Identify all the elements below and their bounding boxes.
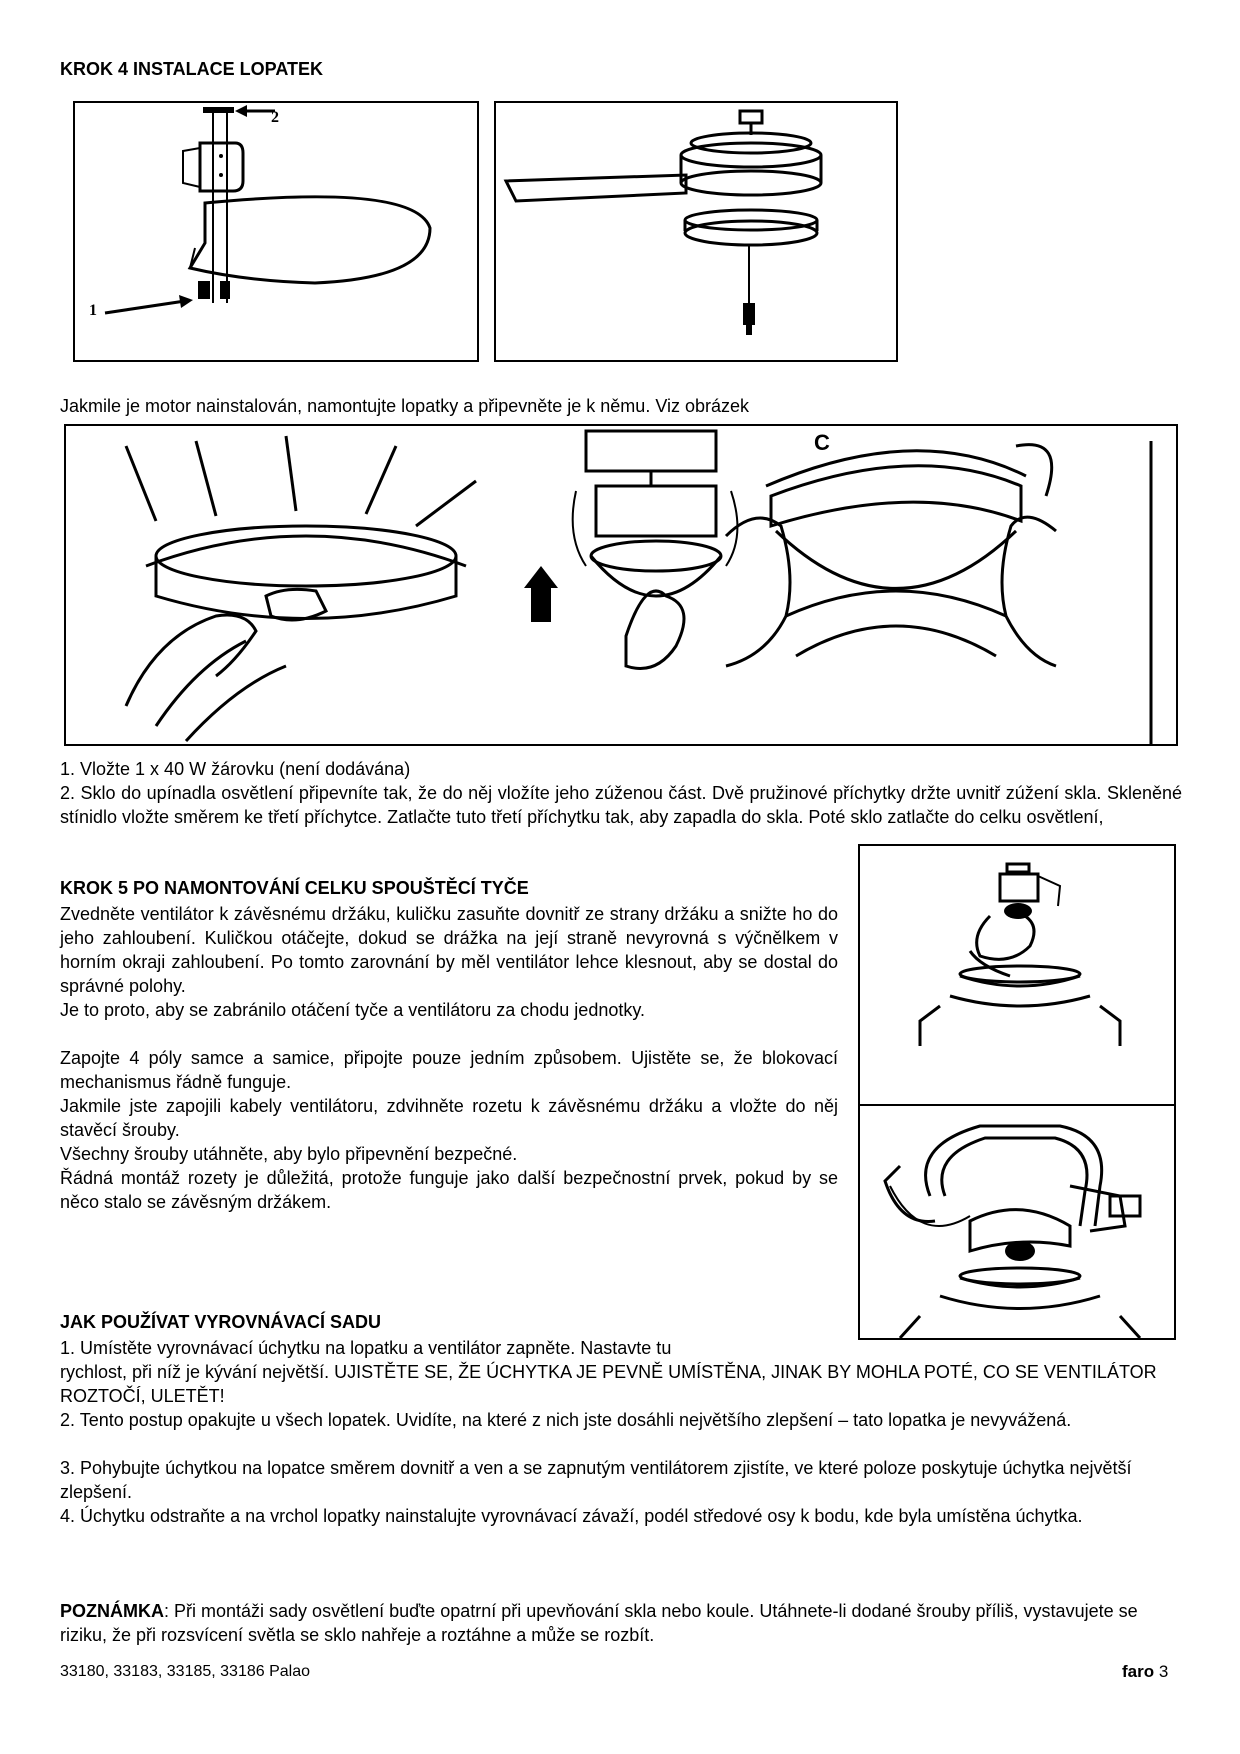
step5-para1: Zvedněte ventilátor k závěsnému držáku, kuličku zasuňte dovnitř ze strany držáku a snižte ho do jeho zahloubení. Kuličkou otáčejte, dokud se drážka na její straně nevyrovná s výčnělkem v horním okraji zahloubení. Po tomto zarovnání by měl ventilátor lehce klesnout, aby se dostal do správné polohy. <box>60 904 838 996</box>
step4-item1: 1. Vložte 1 x 40 W žárovku (není dodávána) <box>60 759 411 779</box>
figure-light-kit-assembly <box>64 424 1178 746</box>
step5-heading: KROK 5 PO NAMONTOVÁNÍ CELKU SPOUŠTĚCÍ TYČE <box>60 878 529 898</box>
balance-heading: JAK POUŽÍVAT VYROVNÁVACÍ SADU <box>60 1312 382 1332</box>
figure-blade-screws <box>73 101 479 362</box>
callout-label-c: C <box>814 430 830 455</box>
balance-item1-rest: rychlost, při níž je kývání největší. UJISTĚTE SE, ŽE ÚCHYTKA JE PEVNĚ UMÍSTĚNA, JINAK BY MOHLA POTÉ, CO SE VENTILÁTOR ROZTOČÍ, ULETĚT! <box>60 1362 1157 1406</box>
footer-page-number: 3 <box>1158 1662 1169 1681</box>
step5-para3: Zapojte 4 póly samce a samice, připojte pouze jedním způsobem. Ujistěte se, že blokovací mechanismus řádně funguje. <box>60 1048 838 1092</box>
step5-para5: Všechny šrouby utáhněte, aby bylo připevnění bezpečné. <box>60 1144 518 1164</box>
balance-item2: 2. Tento postup opakujte u všech lopatek. Uvidíte, na které z nich jste dosáhli největšího zlepšení – tato lopatka je nevyvážená. <box>60 1410 1072 1430</box>
figure-hanger-ball <box>858 844 1176 1104</box>
callout-label-1: 1 <box>89 302 97 319</box>
step4-intro: Jakmile je motor nainstalován, namontujte lopatky a připevněte je k němu. Viz obrázek <box>60 396 750 416</box>
note-text: : Při montáži sady osvětlení buďte opatrní při upevňování skla nebo koule. Utáhnete-li dodané šrouby příliš, vystavujete se riziku, že při rozsvícení světla se sklo nahřeje a roztáhne a může se rozbít. <box>60 1601 1138 1645</box>
note-label: POZNÁMKA <box>60 1601 164 1621</box>
step5-para4: Jakmile jste zapojili kabely ventilátoru, zdvihněte rozetu k závěsnému držáku a vložte do něj stavěcí šrouby. <box>60 1096 838 1140</box>
footer-models: 33180, 33183, 33185, 33186 Palao <box>60 1663 311 1680</box>
callout-label-2: 2 <box>271 109 279 126</box>
balance-item1-first-line: 1. Umístěte vyrovnávací úchytku na lopatku a ventilátor zapněte. Nastavte tu <box>60 1338 672 1358</box>
note-paragraph <box>60 1599 1182 1647</box>
figure-canopy-bracket <box>858 1104 1176 1340</box>
step4-item2: 2. Sklo do upínadla osvětlení připevníte tak, že do něj vložíte jeho zúženou část. Dvě pružinové příchytky držte uvnitř zúžení skla. Skleněné stínidlo vložte směrem ke třetí příchytce. Zatlačte tuto třetí příchytku tak, aby zapadla do skla. Poté sklo zatlačte do celku osvětlení, <box>60 783 1182 827</box>
footer-brand: faro <box>1122 1662 1155 1681</box>
balance-item3: 3. Pohybujte úchytkou na lopatce směrem dovnitř a ven a se zapnutým ventilátorem zjistíte, ve které poloze poskytuje úchytka největší zlepšení. <box>60 1458 1132 1502</box>
step5-para6: Řádná montáž rozety je důležitá, protože funguje jako další bezpečnostní prvek, pokud by se něco stalo se závěsným držákem. <box>60 1168 838 1212</box>
footer-page-mark <box>1122 1662 1168 1682</box>
figure-motor-blade <box>494 101 898 362</box>
step5-para2: Je to proto, aby se zabránilo otáčení tyče a ventilátoru za chodu jednotky. <box>60 1000 646 1020</box>
balance-item4: 4. Úchytku odstraňte a na vrchol lopatky nainstalujte vyrovnávací závaží, podél středové osy k bodu, kde byla umístěna úchytka. <box>60 1506 1083 1526</box>
step4-heading: KROK 4 INSTALACE LOPATEK <box>60 59 324 79</box>
